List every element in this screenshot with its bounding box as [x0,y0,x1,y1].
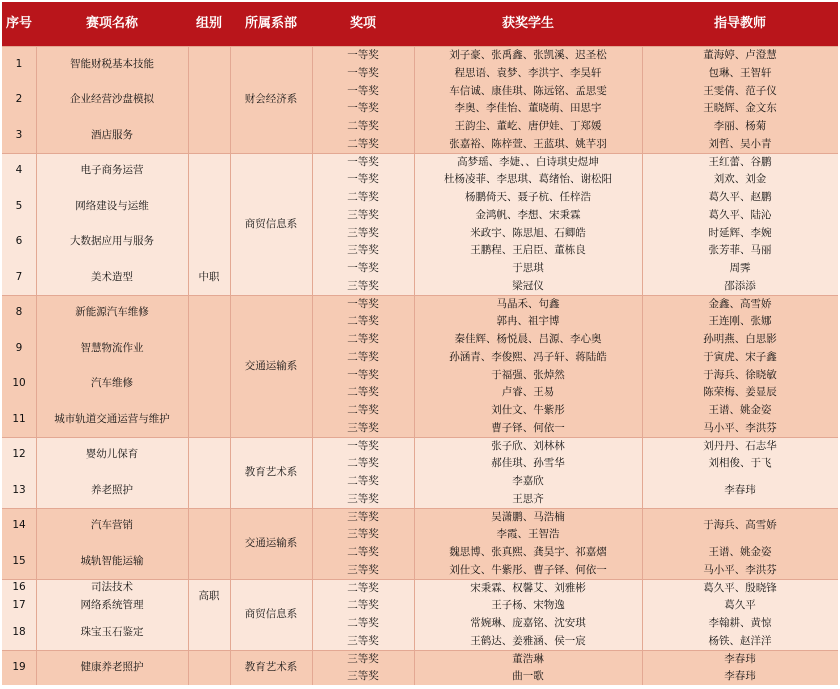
students-cell: 郭冉、祖宇博 [496,315,560,328]
teachers-cell: 王谱、姚金姿 [708,404,772,416]
award-cell: 二等奖 [347,546,379,558]
event-name: 养老照护 [91,483,133,496]
award-cell: 三等奖 [347,492,379,505]
teachers-cell: 李春玮 [724,670,756,683]
students-cell: 杨鹏倚天、聂子杭、任梓浩 [465,191,591,203]
award-cell: 三等奖 [347,279,379,292]
award-cell: 二等奖 [347,457,379,470]
row-number: 7 [15,270,23,283]
row-number: 12 [12,448,26,461]
award-cell: 二等奖 [347,333,379,345]
award-cell: 一等奖 [347,155,379,168]
event-name: 汽车营销 [91,519,133,532]
students-cell: 王韵尘、董屹、唐伊娃、丁郑媛 [454,120,602,132]
row-number: 1 [15,57,23,70]
award-cell: 二等奖 [347,617,379,629]
header-students: 获奖学生 [501,16,554,31]
row-number: 2 [15,93,23,106]
row-number: 4 [15,164,23,177]
event-name: 婴幼儿保育 [85,448,139,461]
award-cell: 二等奖 [347,315,379,328]
students-cell: 杜杨凌菲、李思琪、葛绪怡、谢松阳 [444,173,612,186]
students-cell: 吴潇鹏、马浩楠 [491,510,565,523]
award-cell: 二等奖 [347,120,379,132]
row-divider [2,579,838,580]
row-number: 18 [12,625,26,638]
row-number: 10 [12,377,26,390]
teachers-cell: 王晓辉、金文东 [703,102,777,115]
teachers-cell: 于寅虎、宋子鑫 [703,350,777,363]
students-cell: 刘子豪、张禹鑫、张凯溪、迟圣松 [449,49,607,61]
award-cell: 三等奖 [347,563,379,576]
award-cell: 一等奖 [347,173,379,186]
students-cell: 王思齐 [512,492,544,505]
teachers-cell: 李丽、杨菊 [713,120,767,132]
event-name: 网络系统管理 [80,599,144,612]
teachers-cell: 葛久平 [724,599,756,612]
level-cell: 高职 [198,590,220,603]
teachers-cell: 董海婷、卢澄慧 [703,49,777,61]
students-cell: 王鹏程、王启臣、董栋良 [470,244,586,257]
row-number: 19 [12,661,26,674]
teachers-cell: 王连刚、张娜 [708,315,772,328]
teachers-cell: 时延辉、李婉 [708,226,772,239]
row-divider [2,46,838,47]
teachers-cell: 刘欢、刘金 [713,173,767,186]
event-name: 珠宝玉石鉴定 [80,625,144,638]
students-cell: 梁冠仪 [512,279,544,292]
students-cell: 李霞、王智浩 [496,528,560,541]
award-cell: 二等奖 [347,386,379,399]
header-teachers: 指导教师 [713,16,766,31]
header-award: 奖项 [349,16,376,31]
event-name: 大数据应用与服务 [70,235,154,248]
row-divider [2,437,838,438]
teachers-cell: 张芳菲、马丽 [708,244,772,257]
students-cell: 刘仕文、牛紫彤、曹子铎、何依一 [449,563,607,576]
event-name: 电子商务运营 [80,164,144,177]
teachers-cell: 李春玮 [724,483,756,496]
students-cell: 张嘉裕、陈梓萱、王蓝琪、姚芊羽 [449,137,607,150]
dept-cell: 交通运输系 [244,537,298,549]
teachers-cell: 刘哲、吴小青 [708,137,772,150]
teachers-cell: 包琳、王智轩 [708,66,772,79]
dept-cell: 交通运输系 [244,359,298,372]
award-cell: 一等奖 [347,66,379,79]
students-cell: 董浩琳 [512,652,544,665]
students-cell: 曹子铎、何依一 [491,421,565,434]
students-cell: 高梦瑶、李婕、、白诗琪史煜坤 [457,155,599,168]
teachers-cell: 李春玮 [724,652,756,665]
students-cell: 曲一歌 [512,670,544,683]
award-cell: 一等奖 [347,297,379,310]
row-number: 6 [15,235,23,248]
teachers-cell: 刘丹丹、石志华 [703,439,777,452]
dept-cell: 教育艺术系 [244,661,298,674]
award-cell: 三等奖 [347,670,379,683]
row-number: 15 [12,554,26,567]
column-divider [230,46,231,685]
students-cell: 刘仕文、牛紫彤 [491,404,565,416]
teachers-cell: 于海兵、徐晓敏 [703,368,777,381]
teachers-cell: 周霁 [729,262,751,274]
teachers-cell: 王红蕾、谷鹏 [708,155,772,168]
students-cell: 马晶禾、句鑫 [496,297,560,310]
students-cell: 王子杨、宋物逸 [491,599,565,612]
row-number: 13 [12,483,26,496]
award-cell: 一等奖 [347,84,379,97]
event-name: 司法技术 [91,581,133,594]
award-cell: 二等奖 [347,581,379,594]
event-name: 智能财税基本技能 [70,57,154,70]
award-cell: 三等奖 [347,528,379,541]
award-cell: 一等奖 [347,368,379,381]
students-cell: 宋秉霖、权馨艾、刘雅彬 [470,581,586,594]
event-name: 企业经营沙盘模拟 [70,93,154,106]
event-name: 网络建设与运维 [75,199,149,212]
dept-cell: 商贸信息系 [244,217,298,230]
event-name: 汽车维修 [91,377,133,390]
students-cell: 于福强、张焯然 [491,368,565,381]
header-no: 序号 [5,16,32,31]
event-name: 智慧物流作业 [80,341,144,354]
dept-cell: 商贸信息系 [244,608,298,620]
event-name: 新能源汽车维修 [75,306,149,319]
level-cell: 中职 [198,270,220,283]
column-divider [312,46,313,685]
award-cell: 一等奖 [347,439,379,452]
students-cell: 秦佳辉、杨悦晨、吕源、李心奥 [454,333,602,345]
teachers-cell: 陈荣梅、姜显辰 [703,386,777,399]
teachers-cell: 王雯倩、范子仪 [703,84,777,97]
teachers-cell: 金鑫、高雪娇 [708,297,772,310]
award-cell: 三等奖 [347,510,379,523]
header-level: 组别 [195,16,222,31]
event-name: 美术造型 [91,270,133,283]
students-cell: 常婉琳、庞嘉铭、沈安琪 [470,617,586,629]
award-cell: 二等奖 [347,191,379,203]
row-number: 9 [15,341,23,354]
column-divider [36,46,37,685]
row-number: 11 [12,412,26,425]
award-cell: 一等奖 [347,102,379,115]
award-cell: 三等奖 [347,208,379,221]
teachers-cell: 王谱、姚金姿 [708,546,772,558]
dept-cell: 财会经济系 [244,93,298,106]
row-number: 3 [15,128,23,141]
dept-cell: 教育艺术系 [244,466,298,478]
students-cell: 金鸿帆、李想、宋秉霖 [475,208,581,221]
row-divider [2,508,838,509]
teachers-cell: 于海兵、高雪娇 [703,519,777,532]
students-cell: 王鹤达、姜雅涵、侯一宸 [470,634,586,647]
award-cell: 二等奖 [347,475,379,487]
students-cell: 李嘉欣 [512,475,544,487]
column-divider [642,46,643,685]
students-cell: 郝佳琪、孙雪华 [491,457,565,470]
award-cell: 二等奖 [347,137,379,150]
students-cell: 魏思博、张真熙、龚昊宇、祁嘉熠 [449,546,607,558]
award-cell: 二等奖 [347,599,379,612]
teachers-cell: 葛久平、赵鹏 [708,191,772,203]
teachers-cell: 邵添添 [724,279,756,292]
students-cell: 米政宇、陈思旭、石卿皓 [470,226,586,239]
teachers-cell: 杨铁、赵洋洋 [708,634,772,647]
header-dept: 所属系部 [244,16,297,31]
students-cell: 张子欣、刘林林 [491,439,565,452]
column-divider [414,46,415,685]
column-divider [188,46,189,685]
event-name: 城市轨道交通运营与维护 [54,412,170,425]
row-number: 16 [12,581,26,594]
table-header [2,2,838,46]
students-cell: 李奥、李佳怡、董晓萌、田思宇 [454,102,602,115]
event-name: 健康养老照护 [80,661,144,674]
row-number: 5 [15,199,23,212]
awards-table [2,2,838,685]
award-cell: 三等奖 [347,226,379,239]
teachers-cell: 马小平、李洪芬 [703,421,777,434]
award-cell: 二等奖 [347,404,379,416]
teachers-cell: 刘相俊、于飞 [708,457,772,470]
teachers-cell: 葛久平、陆沁 [708,208,772,221]
award-cell: 三等奖 [347,421,379,434]
row-divider [2,153,838,154]
students-cell: 于思琪 [512,262,544,274]
row-number: 8 [15,306,23,319]
award-cell: 三等奖 [347,634,379,647]
award-cell: 一等奖 [347,49,379,61]
students-cell: 程思语、袁梦、李洪宇、李昊轩 [454,66,602,79]
row-divider [2,295,838,296]
students-cell: 车信诚、康佳琪、陈远铭、孟思雯 [449,84,607,97]
event-name: 城轨智能运输 [80,554,144,567]
teachers-cell: 李翰耕、黄惊 [708,617,772,629]
row-divider [2,650,838,651]
award-cell: 二等奖 [347,350,379,363]
header-event: 赛项名称 [85,16,138,31]
award-cell: 三等奖 [347,244,379,257]
award-cell: 三等奖 [347,652,379,665]
students-cell: 卢睿、王易 [501,386,555,399]
row-number: 17 [12,599,26,612]
students-cell: 孙涵青、李俊熙、冯子轩、蒋陆皓 [449,350,607,363]
teachers-cell: 葛久平、殷晓锋 [703,581,777,594]
teachers-cell: 马小平、李洪芬 [703,563,777,576]
teachers-cell: 孙明燕、白思影 [703,333,777,345]
event-name: 酒店服务 [91,128,133,141]
row-number: 14 [12,519,26,532]
award-cell: 一等奖 [347,262,379,274]
